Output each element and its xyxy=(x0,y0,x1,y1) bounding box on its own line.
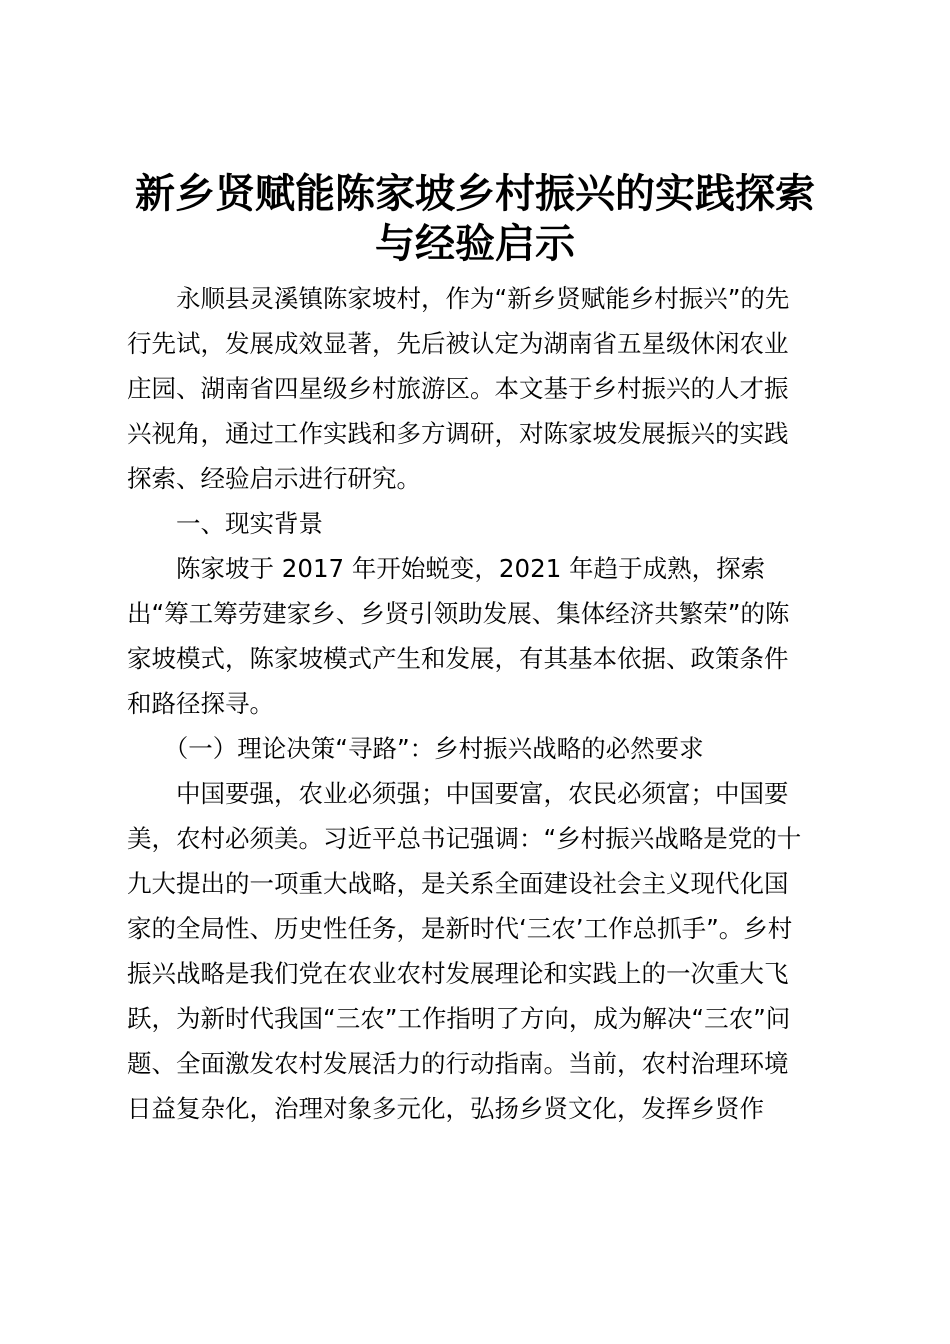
intro-paragraph-line-1: 永顺县灵溪镇陈家坡村，作为“新乡贤赋能乡村振兴”的先 xyxy=(127,284,790,313)
document-title-line-2: 与经验启示 xyxy=(375,221,575,267)
background-paragraph-line-3: 家坡模式，陈家坡模式产生和发展，有其基本依据、政策条件 xyxy=(127,644,789,673)
background-paragraph-line-4: 和路径探寻。 xyxy=(127,689,274,718)
background-paragraph-line-2: 出“筹工筹劳建家乡、乡贤引领助发展、集体经济共繁荣”的陈 xyxy=(127,599,790,628)
theory-paragraph-line-3: 九大提出的一项重大战略，是关系全面建设社会主义现代化国 xyxy=(127,869,789,898)
intro-paragraph-line-5: 探索、经验启示进行研究。 xyxy=(127,464,421,493)
theory-paragraph-line-6: 跃，为新时代我国“三农”工作指明了方向，成为解决“三农”问 xyxy=(127,1004,791,1033)
theory-paragraph-line-8: 日益复杂化，治理对象多元化，弘扬乡贤文化，发挥乡贤作 xyxy=(127,1094,764,1123)
background-paragraph-line-1: 陈家坡于 2017 年开始蜕变，2021 年趋于成熟，探索 xyxy=(127,554,766,583)
intro-paragraph-line-4: 兴视角，通过工作实践和多方调研，对陈家坡发展振兴的实践 xyxy=(127,419,789,448)
theory-paragraph-line-1: 中国要强，农业必须强；中国要富，农民必须富；中国要 xyxy=(127,779,789,808)
theory-paragraph-line-5: 振兴战略是我们党在农业农村发展理论和实践上的一次重大飞 xyxy=(127,959,789,988)
intro-paragraph-line-3: 庄园、湖南省四星级乡村旅游区。本文基于乡村振兴的人才振 xyxy=(127,374,789,403)
intro-paragraph-line-2: 行先试，发展成效显著，先后被认定为湖南省五星级休闲农业 xyxy=(127,329,789,358)
theory-paragraph-line-7: 题、全面激发农村发展活力的行动指南。当前，农村治理环境 xyxy=(127,1049,789,1078)
theory-paragraph-line-4: 家的全局性、历史性任务，是新时代‘三农’工作总抓手”。乡村 xyxy=(127,914,793,943)
subsection-heading: （一）理论决策“寻路”：乡村振兴战略的必然要求 xyxy=(127,734,704,763)
section-heading: 一、现实背景 xyxy=(127,509,323,538)
theory-paragraph-line-2: 美，农村必须美。习近平总书记强调：“乡村振兴战略是党的十 xyxy=(127,824,802,853)
document-title-line-1: 新乡贤赋能陈家坡乡村振兴的实践探索 xyxy=(135,171,815,217)
